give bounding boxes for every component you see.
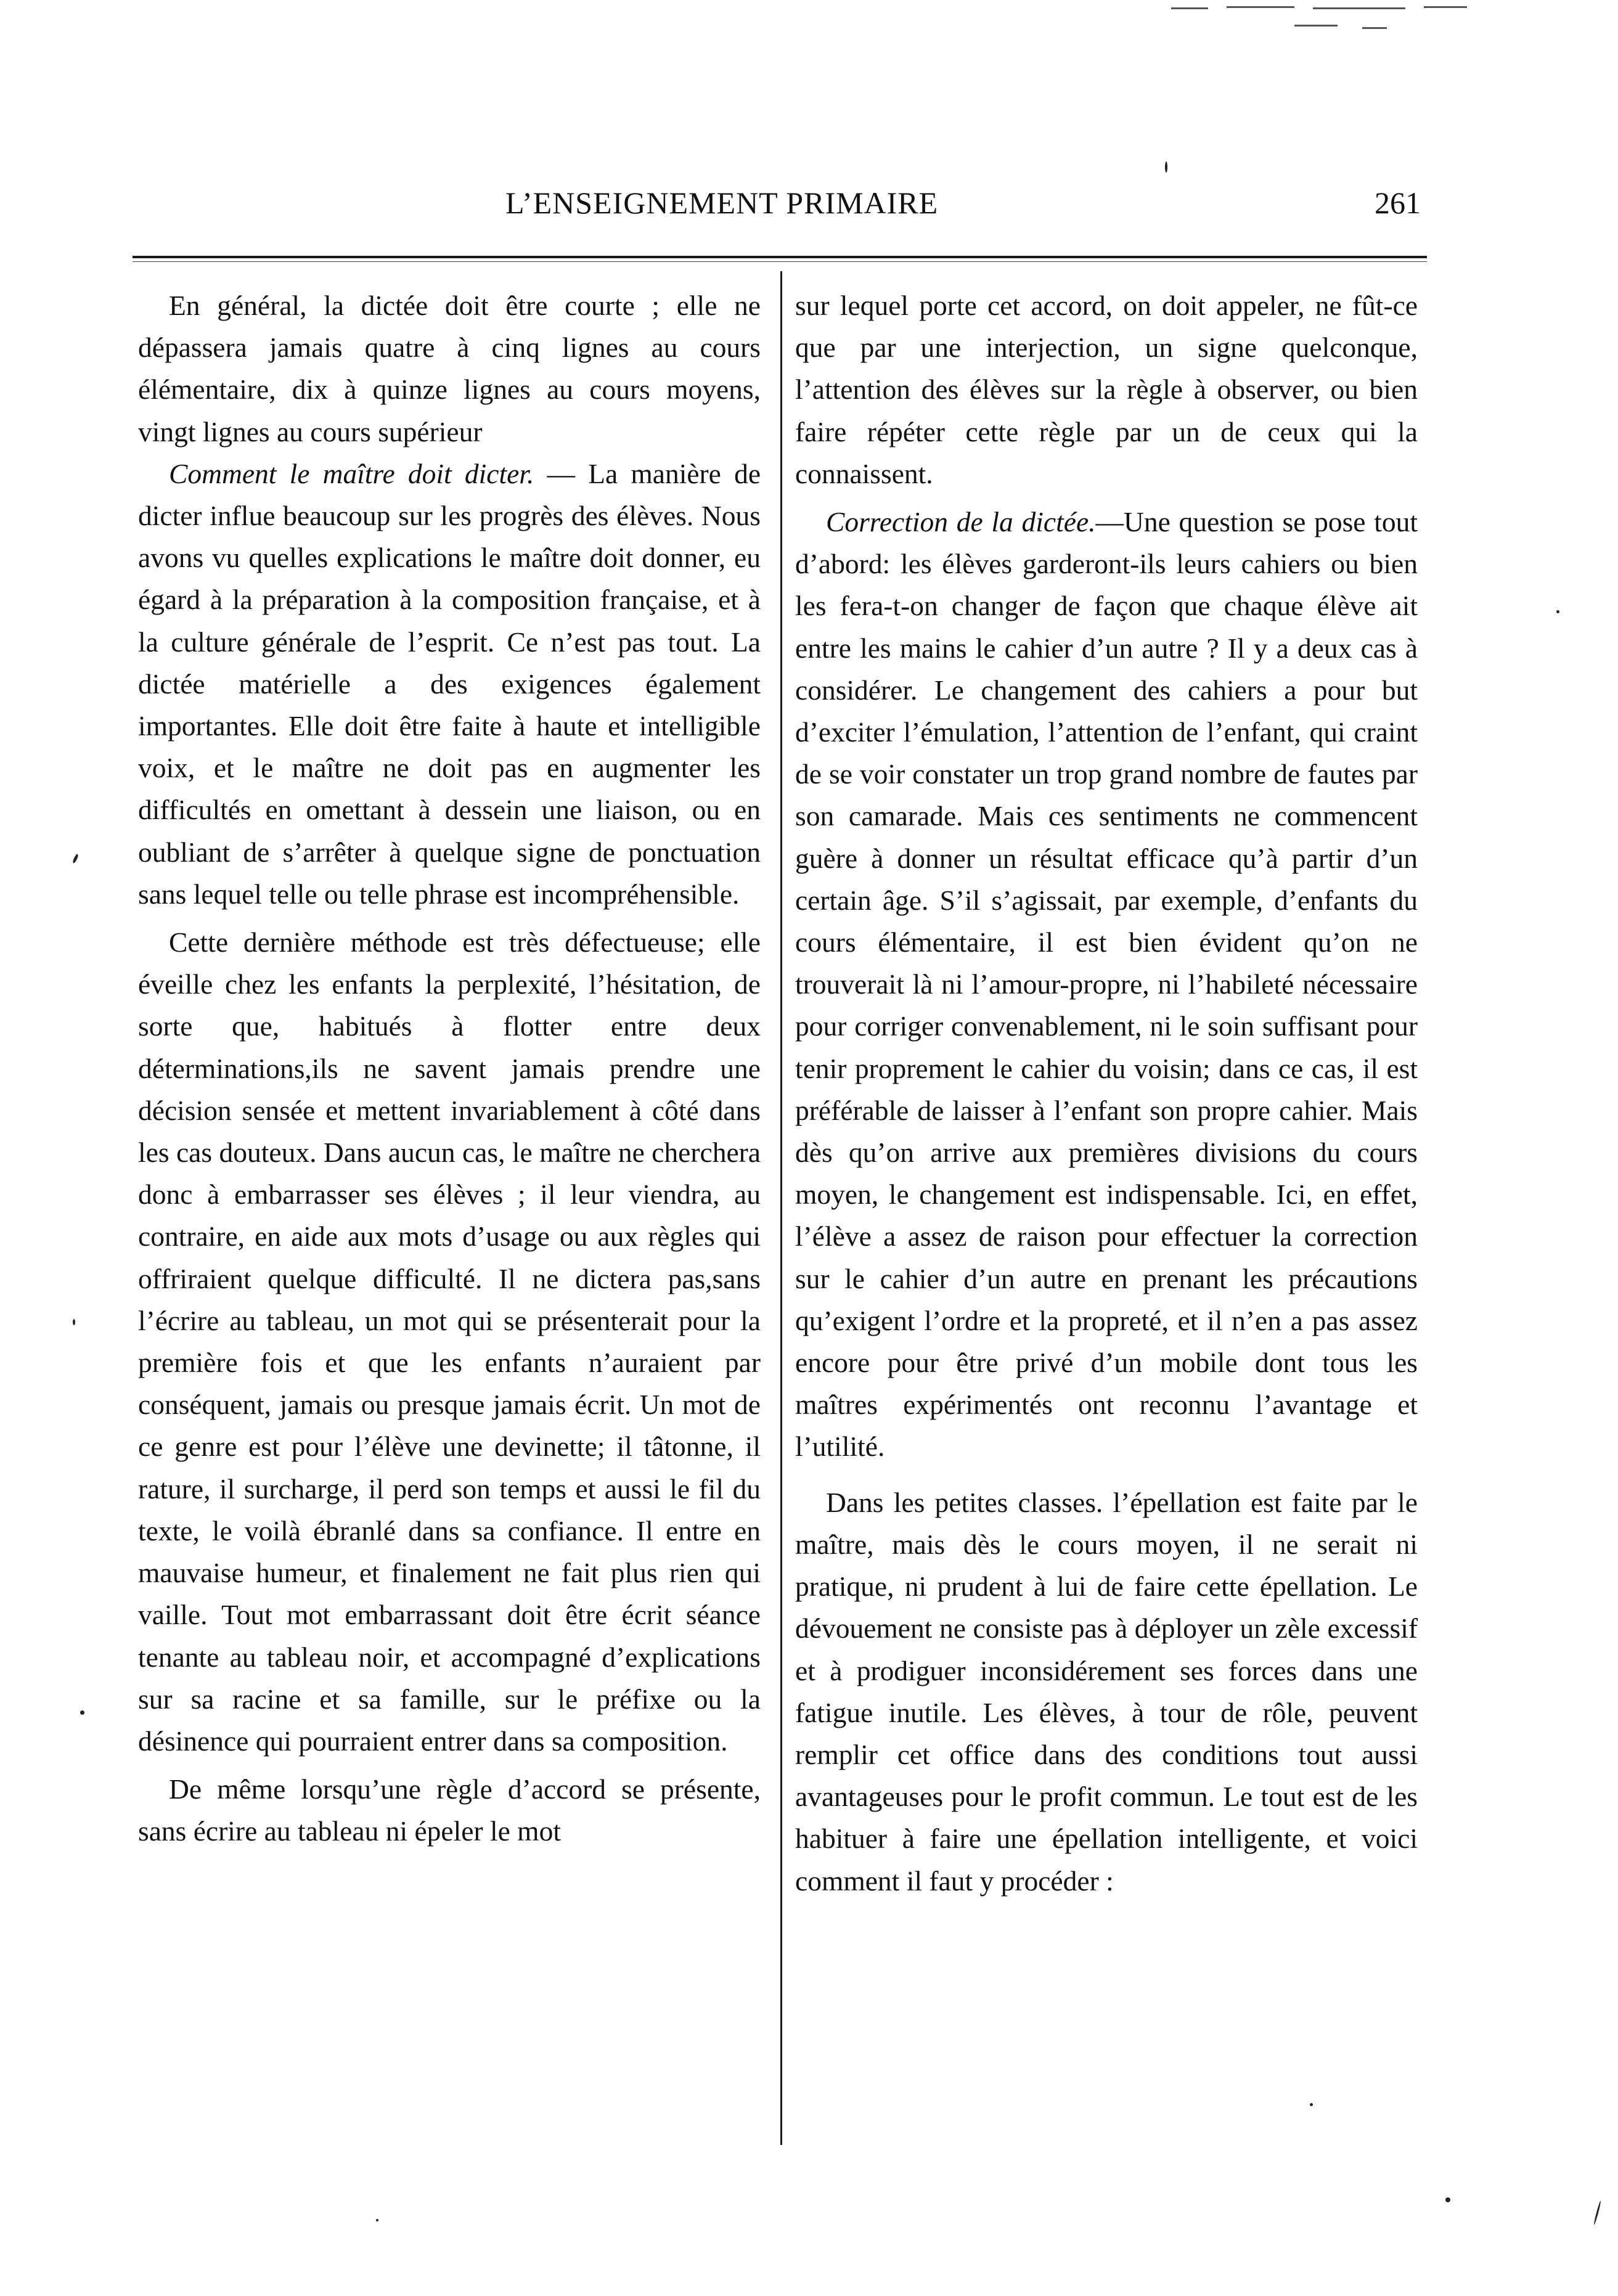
section-heading-run-in: Comment le maître doit dicter. bbox=[169, 457, 534, 489]
paragraph-text: Cette dernière méthode est très défectueuse; elle éveille chez les enfants la perplexité, l’hésitation, de sorte que, habitués à flotter entre deux déterminations,ils ne savent jamais prendre une décision sensée et mettent invariablement à côté dans les cas douteux. Dans aucun cas, le maître ne cherchera donc à embarrasser ses élèves ; il leur viendra, au contraire, en aide aux mots d’usage ou aux règles qui offriraient quelque difficulté. Il ne dictera pas,sans l’écrire au tableau, un mot qui se présenterait pour la première fois et que les enfants n’auraient par conséquent, jamais ou presque jamais écrit. Un mot de ce genre est pour l’élève une devinette; il tâtonne, il rature, il surcharge, il perd son temps et aussi le fil du texte, le voilà ébranlé dans sa confiance. Il entre en mauvaise humeur, et finalement ne fait plus rien qui vaille. Tout mot embarrassant doit être écrit séance tenante au tableau noir, et accompagné d’explications sur sa racine et sa famille, sur le préfixe ou la désinence qui pourraient entrer dans sa composition. bbox=[138, 926, 761, 1757]
margin-mark bbox=[1310, 2103, 1313, 2106]
margin-mark bbox=[1593, 2200, 1601, 2225]
margin-mark bbox=[73, 1319, 75, 1325]
paragraph-text: Dans les petites classes. l’épellation est faite par le maître, mais dès le cours moyen, il ne serait ni pratique, ni prudent à lui de faire cette épellation. Le dévouement ne consiste pas à déployer un zèle excessif et à prodiguer inconsidérement ses forces dans une fatigue inutile. Les élèves, à tour de rôle, peuvent remplir cet office dans des conditions tout aussi avantageuses pour le profit commun. Le tout est de les habituer à faire une épellation intelligente, et voici comment il faut y procéder : bbox=[795, 1486, 1418, 1897]
scan-artifact-mark bbox=[1227, 6, 1294, 8]
paragraph bbox=[795, 501, 1418, 1468]
margin-mark bbox=[80, 1710, 84, 1715]
scan-artifact-mark bbox=[1313, 7, 1405, 9]
paragraph bbox=[138, 921, 761, 1762]
paragraph bbox=[138, 285, 761, 453]
running-title: L’ENSEIGNEMENT PRIMAIRE bbox=[505, 186, 939, 220]
margin-mark bbox=[376, 2219, 378, 2221]
paragraph bbox=[795, 1482, 1418, 1902]
paragraph-text: sur lequel porte cet accord, on doit appeler, ne fût-ce que par une interjection, un signe quelconque, l’attention des élèves sur la règle à observer, ou bien faire répéter cette règle par un de ceux qui la connaissent. bbox=[795, 290, 1418, 489]
header-rule-thin bbox=[133, 261, 1427, 262]
margin-mark bbox=[1165, 161, 1167, 173]
scan-artifact-mark bbox=[1171, 7, 1208, 9]
section-heading-run-in: Correction de la dictée. bbox=[826, 506, 1096, 538]
margin-mark bbox=[1556, 610, 1559, 613]
header-rule bbox=[133, 256, 1427, 258]
column-divider bbox=[780, 271, 782, 2145]
paragraph bbox=[795, 285, 1418, 495]
paragraph-text: De même lorsqu’une règle d’accord se présente, sans écrire au tableau ni épeler le mot bbox=[138, 1773, 761, 1847]
scan-artifact-mark bbox=[1294, 25, 1338, 27]
scan-artifact-mark bbox=[1362, 27, 1387, 29]
paragraph-text: —Une question se pose tout d’abord: les élèves garderont-ils leurs cahiers ou bien les fera-t-on changer de façon que chaque élève ait entre les mains le cahier d’un autre ? Il y a deux cas à considérer. Le changement des cahiers a pour but d’exciter l’émulation, l’attention de l’enfant, qui craint de se voir constater un trop grand nombre de fautes par son camarade. Mais ces sentiments ne commencent guère à donner un résultat efficace qu’à partir d’un certain âge. S’il s’agissait, par exemple, d’enfants du cours élémentaire, il est bien évident qu’on ne trouverait là ni l’amour-propre, ni l’habileté nécessaire pour corriger convenablement, ni le soin suffisant pour tenir proprement le cahier du voisin; dans ce cas, il est préférable de laisser à l’enfant son propre cahier. Mais dès qu’on arrive aux premières divisions du cours moyen, le changement est indispensable. Ici, en effet, l’élève a assez de raison pour effectuer la correction sur le cahier d’un autre en prenant les précautions qu’exigent l’ordre et la propreté, et il n’en a pas assez encore pour être privé d’un mobile dont tous les maîtres expérimentés ont reconnu l’avantage et l’utilité. bbox=[795, 506, 1418, 1463]
paragraph bbox=[138, 1768, 761, 1852]
margin-mark bbox=[1445, 2197, 1450, 2202]
paragraph-text: En général, la dictée doit être courte ; elle ne dépassera jamais quatre à cinq lignes au cours élémentaire, dix à quinze lignes au cours moyens, vingt lignes au cours supérieur bbox=[138, 290, 761, 447]
right-column bbox=[795, 285, 1418, 1902]
scan-artifact-mark bbox=[1424, 6, 1467, 8]
paragraph-text: — La manière de dicter influe beaucoup sur les progrès des élèves. Nous avons vu quelles explications le maître doit donner, eu égard à la préparation à la composition française, et à la culture générale de l’esprit. Ce n’est pas tout. La dictée matérielle a des exigences également importantes. Elle doit être faite à haute et intelligible voix, et le maître ne doit pas en augmenter les difficultés en omettant à dessein une liaison, ou en oubliant de s’arrêter à quelque signe de ponctuation sans lequel telle ou telle phrase est incompréhensible. bbox=[138, 457, 761, 910]
margin-mark bbox=[72, 854, 79, 864]
left-column bbox=[138, 285, 761, 1853]
page-number: 261 bbox=[1375, 186, 1421, 220]
paragraph bbox=[138, 453, 761, 915]
